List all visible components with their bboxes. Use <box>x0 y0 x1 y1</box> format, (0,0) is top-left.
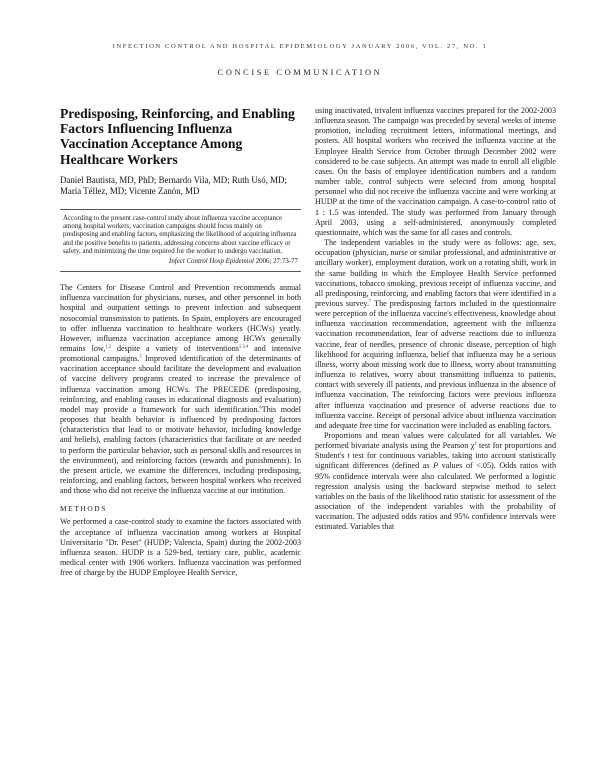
right-column <box>315 106 556 533</box>
statistics-paragraph: Proportions and mean values were calculated for all variables. We performed bivariate analysis using the Pearson $\chi^2$ test for proportions and Student's t test for continuous variables, taking into account statistically significant differences (defined as P values of <.05). Odds ratios with 95% confidence intervals were also calculated. We performed a logistic regression analysis using the backward stepwise method to select variables on the basis of the likelihood ratio statistic for assessment of the association of the independent variables with the probability of vaccination. The adjusted odds ratios and 95% confidence intervals were estimated. Variables that <box>315 431 556 532</box>
citation-line <box>63 258 298 266</box>
author-list: Daniel Bautista, MD, PhD; Bernardo Vila, MD; Ruth Usó, MD; María Téllez, MD; Vicente Zanón, MD <box>60 174 287 197</box>
study-design-paragraph: using inactivated, trivalent influenza vaccines prepared for the 2002-2003 influenza season. The campaign was preceded by several weeks of intense promotion, including recruitment letters, informational meetings, and posters. All hospital workers who received the influenza vaccine at the Employee Health Service from October through December 2002 were considered to be case subjects. An attempt was made to enroll all eligible cases. On the basis of employee identification numbers and a random number table, control subjects were selected from among hospital personnel who did not receive the influenza vaccine and were working at HUDP at the time of the vaccination campaign. A case-to-control ratio of 1 : 1.5 was intended. The study was performed from January through April 2003, using a self-administered, anonymously completed questionnaire, which was the same for all cases and controls. <box>315 106 556 237</box>
reference-superscript: 5 <box>139 353 142 359</box>
t-test-italic: t <box>347 451 350 461</box>
reference-superscript: 7 <box>368 298 372 304</box>
p-value-italic: P <box>433 461 439 471</box>
section-label: CONCISE COMMUNICATION <box>217 68 383 77</box>
reference-superscript: 6 <box>259 404 262 410</box>
methods-paragraph: We performed a case-control study to examine the factors associated with the acceptance of influenza vaccination among workers at Hospital Universitario "Dr. Peset" (HUDP; Valencia, Spain) during the 2002-2003 influenza season. HUDP is a 529-bed, tertiary care, public, academic medical center with 1906 workers. Influenza vaccination was performed free of charge by the HUDP Employee Health Service, <box>60 517 301 578</box>
abstract-box <box>60 209 301 272</box>
citation-details: 2006; 27:73-77 <box>253 257 298 265</box>
variables-paragraph: The independent variables in the study were as follows: age, sex, occupation (physician, nurse or similar professional, and administrative or ancillary worker), employment duration, work on a rotating shift, work in the same building in which the Employee Health Service performed vaccinations, tobacco smoking, previous receipt of influenza vaccine, and all predisposing, reinforcing, and enabling factors that were identified in a previous survey.$^7$ The predisposing factors included in the questionnaire were perception of the influenza vaccine's effectiveness, knowledge about influenza vaccination recommendation, agreement with the influenza vaccination recommendation, fear of adverse reactions due to influenza vaccine, fear of needles, presence of chronic disease, perception of high likelihood for acquiring influenza, belief that influenza may be a serious illness, worry about missing work due to illness, worry about transmitting influenza to relatives, worry about transmitting influenza to patients, contact with severely ill patients, and previous influenza in the absence of influenza vaccination. The reinforcing factors were previous influenza after influenza vaccination and presence of adverse reactions due to influenza vaccine. Receipt of personal advice about influenza vaccination and adequate free time for vaccination were included as enabling factors. <box>315 238 556 430</box>
abstract-text: According to the present case-control study about influenza vaccine acceptance among hospital workers, vaccination campaigns should focus mainly on predisposing and enabling factors, emphasizing the likelihood of acquiring influenza and the positive benefits to patients, addressing concerns about vaccine efficacy or safety, and minimizing the time required for the worker to undergo vaccination. <box>63 214 297 256</box>
left-column <box>60 106 301 578</box>
chi-square-superscript: 2 <box>474 440 477 446</box>
running-head: INFECTION CONTROL AND HOSPITAL EPIDEMIOLOGY JANUARY 2006, VOL. 27, NO. 1 <box>112 43 488 50</box>
reference-superscript: 1,3,4 <box>238 343 249 349</box>
intro-paragraph: The Centers for Disease Control and Prevention recommends annual influenza vaccination for physicians, nurses, and other personnel in both hospital and outpatient settings to prevent infection and subsequent nosocomial transmission to patients. In Spain, employers are encouraged to offer influenza vaccination to healthcare workers (HCWs) yearly. However, influenza vaccination acceptance among HCWs generally remains low,$^{1,2}$ despite a variety of interventions$^{1,3,4}$ and intensive promotional campaigns.$^5$ Improved identification of the determinants of vaccination acceptance should facilitate the development and evaluation of vaccine delivery programs created to increase the prevalence of influenza vaccination among HCWs. The PRECEDE (predisposing, reinforcing, and enabling causes in educational diagnosis and evaluation) model may provide a framework for such identification.$^6$This model proposes that health behavior is influenced by predisposing factors (characteristics that lead to or motivate behavior, including knowledge and beliefs), enabling factors (characteristics that facilitate or are needed to perform the particular behavior, such as personal skills and resources in the environment), and reinforcing factors (rewards and punishments). In the present article, we examine the differences, including predisposing, reinforcing, and enabling factors, between hospital workers who received and those who did not receive the influenza vaccine at our institution. <box>60 283 301 496</box>
article-title: Predisposing, Reinforcing, and Enabling Factors Influencing Influenza Vaccination Acceptance Among Healthcare Workers <box>60 106 295 167</box>
citation-journal: Infect Control Hosp Epidemiol <box>169 257 254 265</box>
methods-heading: METHODS <box>60 504 107 514</box>
reference-superscript: 1,2 <box>105 343 111 349</box>
